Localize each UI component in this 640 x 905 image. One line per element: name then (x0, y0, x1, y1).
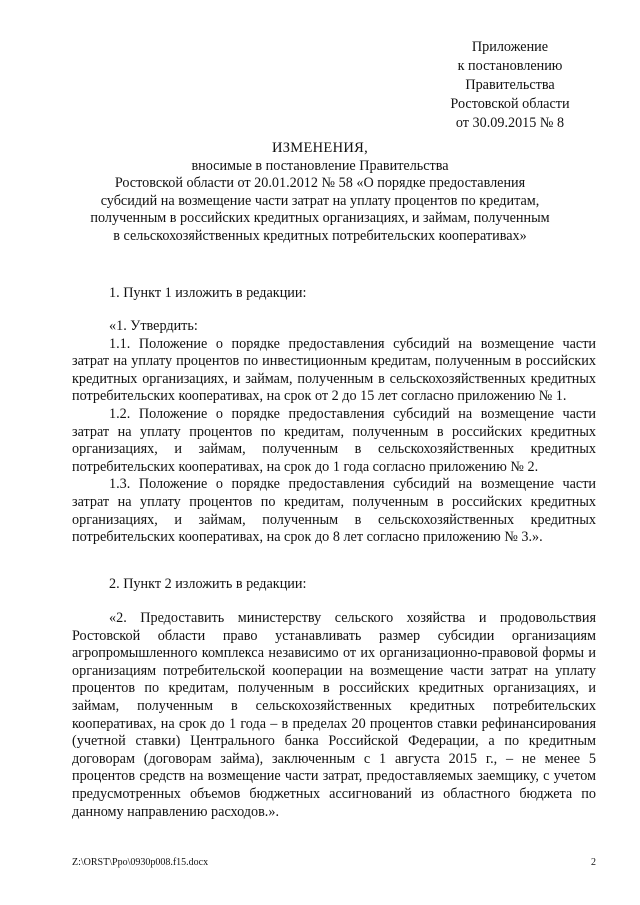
heading-line: субсидий на возмещение части затрат на уплату процентов по кредитам, (100, 192, 540, 209)
item2-quoted-text (72, 610, 596, 821)
item2-section-heading (72, 576, 596, 594)
item1-section-heading (72, 285, 596, 303)
item1-intro: «1. Утвердить: (109, 318, 198, 334)
paragraph-1-1: 1.1. Положение о порядке предоставления субсидий на возмещение части затрат на уплату процентов по инвестиционным кредитам, полученным в российских кредитных организациях, и займам, полученным в сельскохозяйственных кредитных потребительских кооперативах, на срок от 2 до 15 лет согласно приложению № 1. (72, 335, 596, 405)
paragraph-1-3: 1.3. Положение о порядке предоставления субсидий на возмещение части затрат на уплату процентов по кредитам, полученным в российских кредитных организациях, и займам, полученным в сельскохозяйственных кредитных потребительских кооперативах, на срок до 8 лет согласно приложению № 3.». (72, 476, 596, 546)
appendix-line: к постановлению (457, 58, 563, 74)
document-title: ИЗМЕНЕНИЯ, (271, 140, 369, 156)
item1-heading-text: 1. Пункт 1 изложить в редакции: (109, 285, 307, 301)
heading-line: полученным в российских кредитных организациях, и займам, полученным (90, 210, 550, 226)
page-number: 2 (591, 857, 596, 868)
appendix-line: Правительства (465, 77, 555, 93)
document-heading (60, 140, 580, 245)
appendix-line: Ростовской области (450, 96, 570, 112)
paragraph-1-2: 1.2. Положение о порядке предоставления субсидий на возмещение части затрат на уплату процентов по кредитам, полученным в российских кредитных организациях, и займам, полученным в сельскохозяйственных кредитных потребительских кооперативах, на срок до 1 года согласно приложению № 2. (72, 405, 596, 475)
appendix-date-line: от 30.09.2015 № 8 (455, 115, 565, 131)
item1-quoted-text (72, 318, 596, 547)
heading-line: Ростовской области от 20.01.2012 № 58 «О порядке предоставления (114, 175, 526, 191)
appendix-line: Приложение (471, 39, 549, 55)
paragraph-2: «2. Предоставить министерству сельского хозяйства и продовольствия Ростовской области право устанавливать размер субсидии организациям агропромышленного комплекса независимо от их организационно-правовой формы и организациям потребительской кооперации на возмещение части затрат на уплату процентов по кредитам, полученным в российских кредитных организациях, и займам, полученным в сельскохозяйственных кредитных потребительских кооперативах, на срок до 1 года – в пределах 20 процентов ставки рефинансирования (учетной ставки) Центрального банка Российской Федерации, а по кредитным договорам (договорам займа), заключенным с 1 августа 2015 г., – не менее 5 процентов средств на возмещение части затрат, предоставляемых заемщику, с учетом предусмотренных объемов бюджетных ассигнований из областного бюджета по данному направлению расходов.». (72, 610, 596, 820)
heading-line: в сельскохозяйственных кредитных потребительских кооперативах» (113, 227, 527, 244)
page-footer (72, 857, 596, 868)
appendix-header (415, 38, 605, 133)
file-path: Z:\ORST\Ppo\0930p008.f15.docx (72, 857, 209, 868)
heading-line: вносимые в постановление Правительства (191, 157, 449, 174)
item2-heading-text: 2. Пункт 2 изложить в редакции: (109, 576, 307, 592)
